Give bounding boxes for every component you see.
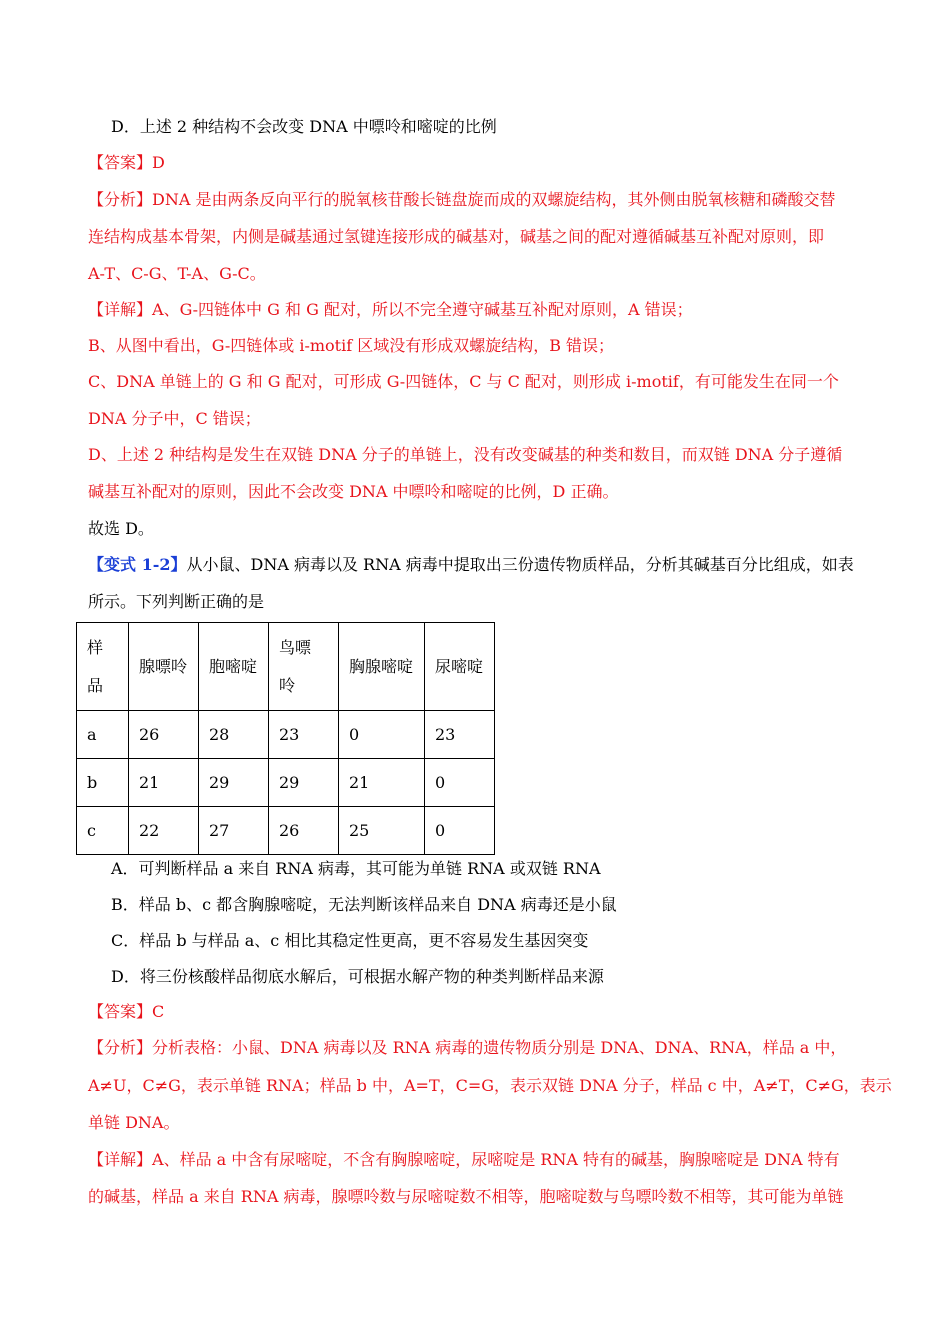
detail-1-line-1 [88, 300, 693, 320]
cell-cytosine: 27 [199, 807, 269, 855]
analysis-1-line-2: 连结构成基本骨架，内侧是碱基通过氢键连接形成的碱基对，碱基之间的配对遵循碱基互补配对原则，即 [88, 227, 825, 246]
header-cytosine: 胞嘧啶 [199, 623, 269, 711]
header-sample-part-1: 样 [87, 637, 104, 657]
detail-2-line-1 [88, 1150, 840, 1170]
table-row [77, 759, 495, 807]
analysis-2-line-3: 单链 DNA。 [88, 1113, 180, 1132]
header-sample-part-2: 品 [87, 675, 104, 695]
choose-line: 故选 D。 [88, 519, 154, 538]
analysis-tag: 【分析】 [88, 190, 153, 209]
cell-uracil: 0 [425, 759, 495, 807]
header-guanine-part-2: 呤 [279, 675, 296, 695]
cell-guanine: 29 [269, 759, 339, 807]
table-row [77, 807, 495, 855]
detail-1-line-5: D、上述 2 种结构是发生在双链 DNA 分子的单链上，没有改变碱基的种类和数目，而双链 DNA 分子遵循 [88, 445, 843, 464]
header-adenine: 腺嘌呤 [129, 623, 199, 711]
detail-tag: 【详解】 [88, 300, 153, 319]
cell-guanine: 23 [269, 711, 339, 759]
cell-sample: a [77, 711, 129, 759]
answer-value: C [152, 1002, 165, 1021]
header-sample [77, 623, 129, 711]
answer-tag: 【答案】 [88, 1002, 153, 1021]
analysis-2-line-2: A≠U，C≠G，表示单链 RNA；样品 b 中，A=T，C=G，表示双链 DNA 分子，样品 c 中，A≠T，C≠G，表示 [88, 1076, 892, 1095]
analysis-1-line-3: A-T、C-G、T-A、G-C。 [88, 264, 266, 283]
analysis-1-line-1 [88, 190, 836, 210]
detail-text: A、G-四链体中 G 和 G 配对，所以不完全遵守碱基互补配对原则，A 错误； [152, 300, 693, 319]
cell-sample: c [77, 807, 129, 855]
detail-text: A、样品 a 中含有尿嘧啶，不含有胸腺嘧啶，尿嘧啶是 RNA 特有的碱基，胸腺嘧啶是 DNA 特有 [152, 1150, 840, 1169]
option-a: A．可判断样品 a 来自 RNA 病毒，其可能为单链 RNA 或双链 RNA [111, 859, 601, 878]
cell-sample: b [77, 759, 129, 807]
cell-adenine: 26 [129, 711, 199, 759]
option-c: C．样品 b 与样品 a、c 相比其稳定性更高，更不容易发生基因突变 [111, 931, 589, 950]
cell-cytosine: 29 [199, 759, 269, 807]
analysis-tag: 【分析】 [88, 1038, 153, 1057]
detail-1-line-6: 碱基互补配对的原则，因此不会改变 DNA 中嘌呤和嘧啶的比例，D 正确。 [88, 482, 619, 501]
cell-uracil: 23 [425, 711, 495, 759]
answer-tag: 【答案】 [88, 153, 153, 172]
cell-uracil: 0 [425, 807, 495, 855]
cell-thymine: 0 [339, 711, 425, 759]
detail-1-line-3: C、DNA 单链上的 G 和 G 配对，可形成 G-四链体，C 与 C 配对，则形成 i-motif，有可能发生在同一个 [88, 372, 839, 391]
detail-tag: 【详解】 [88, 1150, 153, 1169]
variant-question-line-2: 所示。下列判断正确的是 [88, 592, 265, 611]
answer-value: D [152, 153, 165, 172]
answer-1 [88, 153, 165, 173]
analysis-2-line-1 [88, 1038, 846, 1058]
variant-question-line-1 [88, 555, 854, 575]
variant-text: 从小鼠、DNA 病毒以及 RNA 病毒中提取出三份遗传物质样品，分析其碱基百分比组成，如表 [186, 555, 854, 574]
header-uracil: 尿嘧啶 [425, 623, 495, 711]
cell-cytosine: 28 [199, 711, 269, 759]
header-guanine [269, 623, 339, 711]
option-d-previous: D．上述 2 种结构不会改变 DNA 中嘌呤和嘧啶的比例 [111, 117, 497, 136]
option-b: B．样品 b、c 都含胸腺嘧啶，无法判断该样品来自 DNA 病毒还是小鼠 [111, 895, 617, 914]
cell-thymine: 21 [339, 759, 425, 807]
cell-adenine: 21 [129, 759, 199, 807]
detail-2-line-2: 的碱基，样品 a 来自 RNA 病毒，腺嘌呤数与尿嘧啶数不相等，胞嘧啶数与鸟嘌呤数不相等，其可能为单链 [88, 1187, 844, 1206]
base-composition-table [76, 622, 495, 855]
cell-adenine: 22 [129, 807, 199, 855]
analysis-text: 分析表格：小鼠、DNA 病毒以及 RNA 病毒的遗传物质分别是 DNA、DNA、RNA，样品 a 中， [152, 1038, 847, 1057]
table-header-row [77, 623, 495, 711]
variant-tag: 【变式 1-2】 [88, 555, 187, 574]
detail-1-line-2: B、从图中看出，G-四链体或 i-motif 区域没有形成双螺旋结构，B 错误； [88, 336, 615, 355]
detail-1-line-4: DNA 分子中，C 错误； [88, 409, 261, 428]
answer-2 [88, 1002, 164, 1022]
analysis-text: DNA 是由两条反向平行的脱氧核苷酸长链盘旋而成的双螺旋结构，其外侧由脱氧核糖和磷酸交替 [152, 190, 836, 209]
option-d: D．将三份核酸样品彻底水解后，可根据水解产物的种类判断样品来源 [111, 967, 604, 986]
header-thymine: 胸腺嘧啶 [339, 623, 425, 711]
table-row [77, 711, 495, 759]
cell-thymine: 25 [339, 807, 425, 855]
cell-guanine: 26 [269, 807, 339, 855]
header-guanine-part-1: 鸟嘌 [279, 637, 312, 657]
